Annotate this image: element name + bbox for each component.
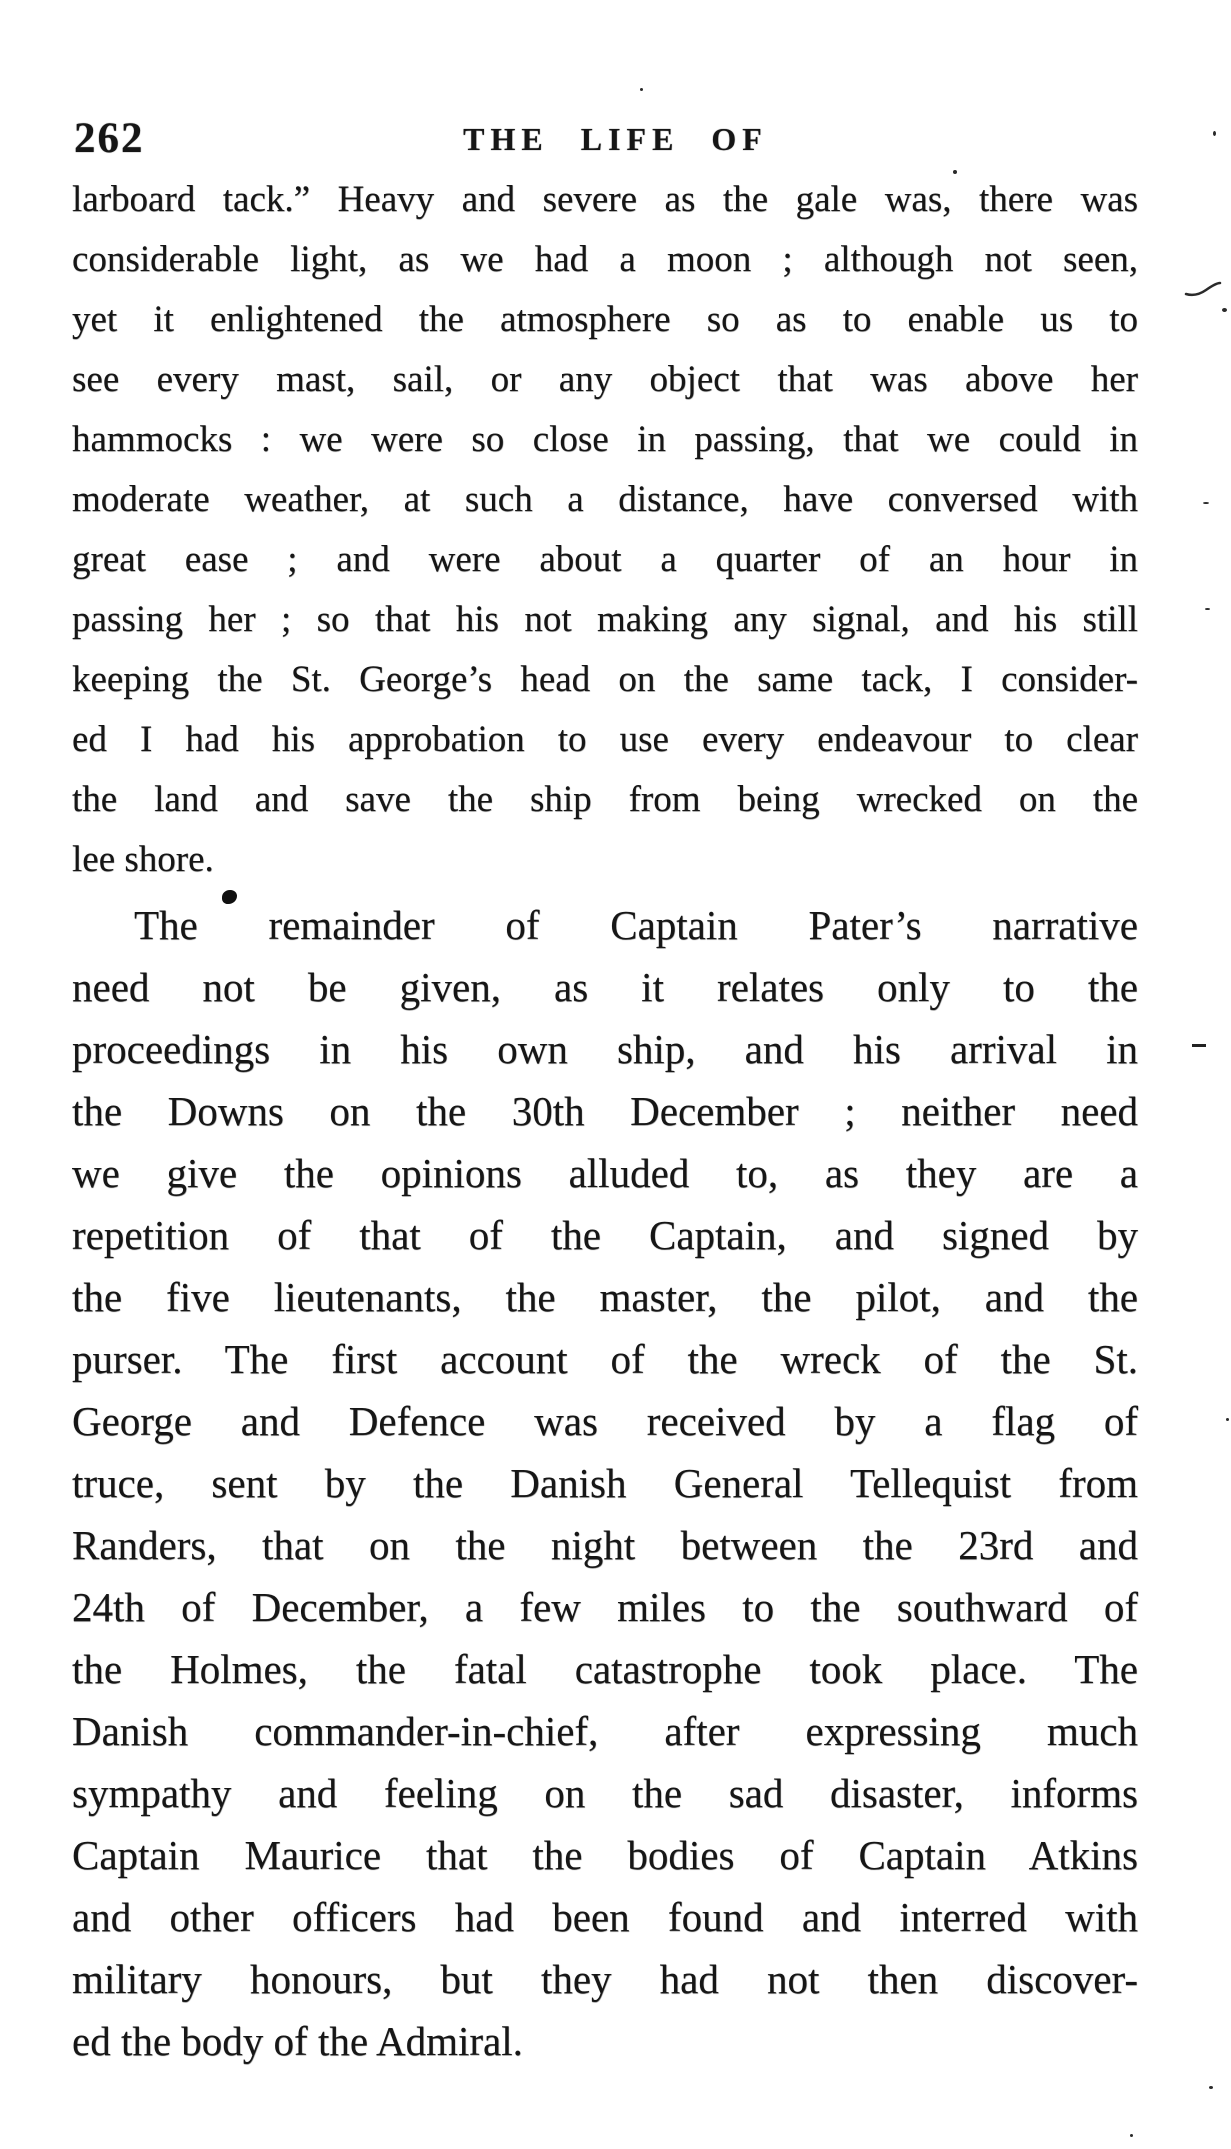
text-line: ed the body of the Admiral. bbox=[72, 2018, 523, 2064]
paragraph-main bbox=[72, 894, 1138, 2072]
text-line: the Holmes, the fatal catastrophe took place. The bbox=[72, 1646, 1138, 1692]
scan-speck bbox=[1130, 2134, 1133, 2137]
text-line: repetition of that of the Captain, and signed by bbox=[72, 1212, 1138, 1258]
text-line: Randers, that on the night between the 23rd and bbox=[72, 1522, 1138, 1568]
text-line: we give the opinions alluded to, as they are a bbox=[72, 1150, 1138, 1196]
text-line: the five lieutenants, the master, the pilot, and the bbox=[72, 1274, 1138, 1320]
text-line: the land and save the ship from being wrecked on the bbox=[72, 779, 1138, 820]
text-line: The remainder of Captain Pater’s narrative bbox=[134, 902, 1138, 948]
scan-speck bbox=[953, 170, 957, 174]
text-line: George and Defence was received by a flag of bbox=[72, 1398, 1138, 1444]
scan-speck bbox=[640, 88, 643, 91]
text-line: and other officers had been found and interred with bbox=[72, 1894, 1138, 1940]
text-line: sympathy and feeling on the sad disaster, informs bbox=[72, 1770, 1138, 1816]
text-line: military honours, but they had not then discover- bbox=[72, 1956, 1138, 2002]
text-line: passing her ; so that his not making any signal, and his still bbox=[72, 599, 1138, 640]
text-line: the Downs on the 30th December ; neither need bbox=[72, 1088, 1138, 1134]
text-line: yet it enlightened the atmosphere so as to enable us to bbox=[72, 299, 1138, 340]
text-line: 24th of December, a few miles to the southward of bbox=[72, 1584, 1138, 1630]
scan-speck bbox=[1222, 308, 1227, 312]
text-line: larboard tack.” Heavy and severe as the gale was, there was bbox=[72, 179, 1138, 220]
page-number: 262 bbox=[74, 115, 145, 162]
margin-dash-mark bbox=[1192, 1044, 1206, 1047]
text-line: purser. The first account of the wreck of the St. bbox=[72, 1336, 1138, 1382]
text-line: Danish commander-in-chief, after expressing much bbox=[72, 1708, 1138, 1754]
scan-speck bbox=[1209, 2086, 1213, 2089]
scan-speck bbox=[1226, 1418, 1229, 1421]
paragraph-quotation bbox=[72, 170, 1138, 890]
margin-pen-squiggle bbox=[1184, 281, 1222, 299]
running-header bbox=[0, 114, 1231, 162]
running-title: THE LIFE OF bbox=[463, 121, 768, 157]
text-line: ed I had his approbation to use every endeavour to clear bbox=[72, 719, 1138, 760]
text-line: hammocks : we were so close in passing, that we could in bbox=[72, 419, 1138, 460]
text-line: lee shore. bbox=[72, 839, 214, 880]
scan-speck bbox=[1203, 502, 1209, 504]
text-line: truce, sent by the Danish General Tellequist from bbox=[72, 1460, 1138, 1506]
text-line: moderate weather, at such a distance, have conversed with bbox=[72, 479, 1138, 520]
text-line: keeping the St. George’s head on the same tack, I consider- bbox=[72, 659, 1138, 700]
text-line: need not be given, as it relates only to the bbox=[72, 964, 1138, 1010]
text-line: see every mast, sail, or any object that was above her bbox=[72, 359, 1138, 400]
text-line: considerable light, as we had a moon ; although not seen, bbox=[72, 239, 1138, 280]
scan-speck bbox=[1205, 608, 1210, 610]
scan-speck bbox=[1213, 131, 1216, 136]
text-line: Captain Maurice that the bodies of Captain Atkins bbox=[72, 1832, 1138, 1878]
text-line: proceedings in his own ship, and his arrival in bbox=[72, 1026, 1138, 1072]
text-line: great ease ; and were about a quarter of an hour in bbox=[72, 539, 1138, 580]
